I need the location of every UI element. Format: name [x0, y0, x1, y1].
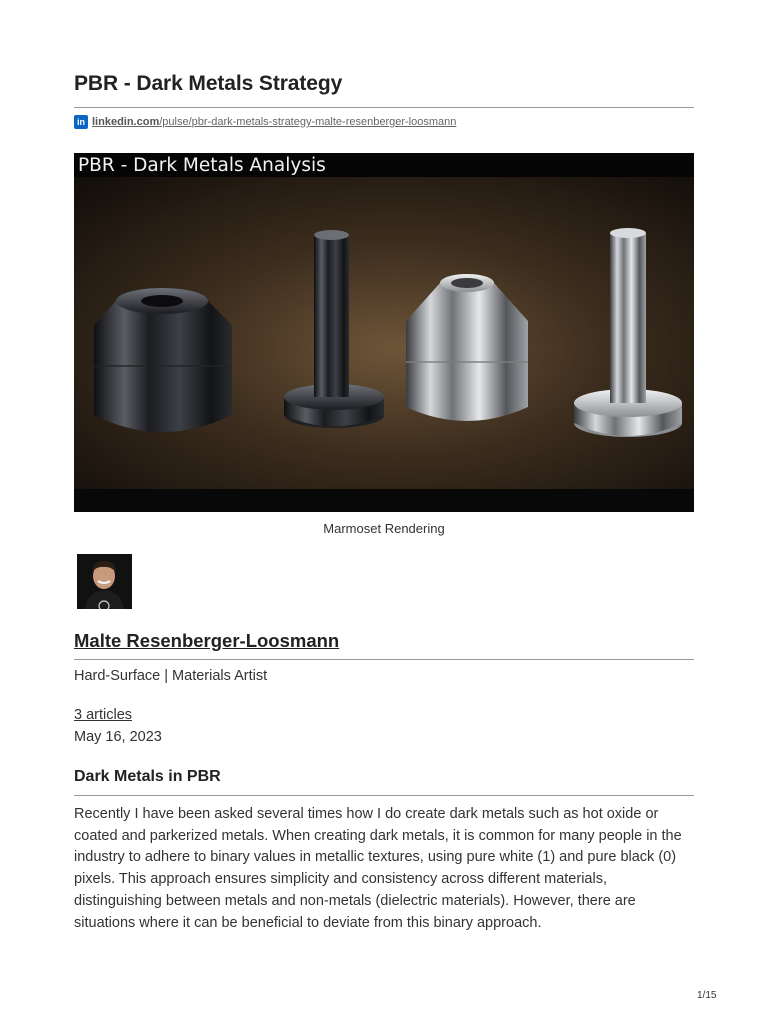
hero-image [74, 153, 694, 512]
author-role: Hard-Surface | Materials Artist [74, 668, 268, 684]
author-name[interactable]: Malte Resenberger-Loosmann [74, 630, 340, 651]
author-articles-link[interactable]: 3 articles [74, 707, 133, 723]
section-divider [74, 795, 694, 796]
title-divider [74, 107, 694, 108]
author-divider [74, 659, 694, 660]
linkedin-icon: in [74, 115, 88, 129]
page-number: 1/15 [697, 990, 717, 1001]
source-url[interactable] [92, 116, 456, 128]
hero-caption: Marmoset Rendering [323, 521, 445, 536]
source-path: /pulse/pbr-dark-metals-strategy-malte-resenberger-loosmann [159, 116, 457, 128]
source-link-row[interactable] [74, 115, 456, 129]
page-title: PBR - Dark Metals Strategy [74, 72, 343, 95]
publish-date: May 16, 2023 [74, 729, 162, 745]
hero-overlay-title: PBR - Dark Metals Analysis [78, 155, 326, 176]
section-heading: Dark Metals in PBR [74, 768, 221, 785]
author-avatar[interactable] [77, 554, 132, 609]
section-paragraph: Recently I have been asked several times how I do create dark metals such as hot oxide or coated and parkerized metals. When creating dark metals, it is common for many people in the industry to adhere to binary values in metallic textures, using pure white (1) and pure black (0) pixels. This approach ensures simplicity and consistency across different materials, distinguishing between metals and non-metals (dielectric materials). However, there are situations where it can be beneficial to deviate from this binary approach. [74, 806, 682, 931]
source-domain: linkedin.com [92, 116, 160, 128]
dark-cylinder-object [94, 288, 232, 432]
